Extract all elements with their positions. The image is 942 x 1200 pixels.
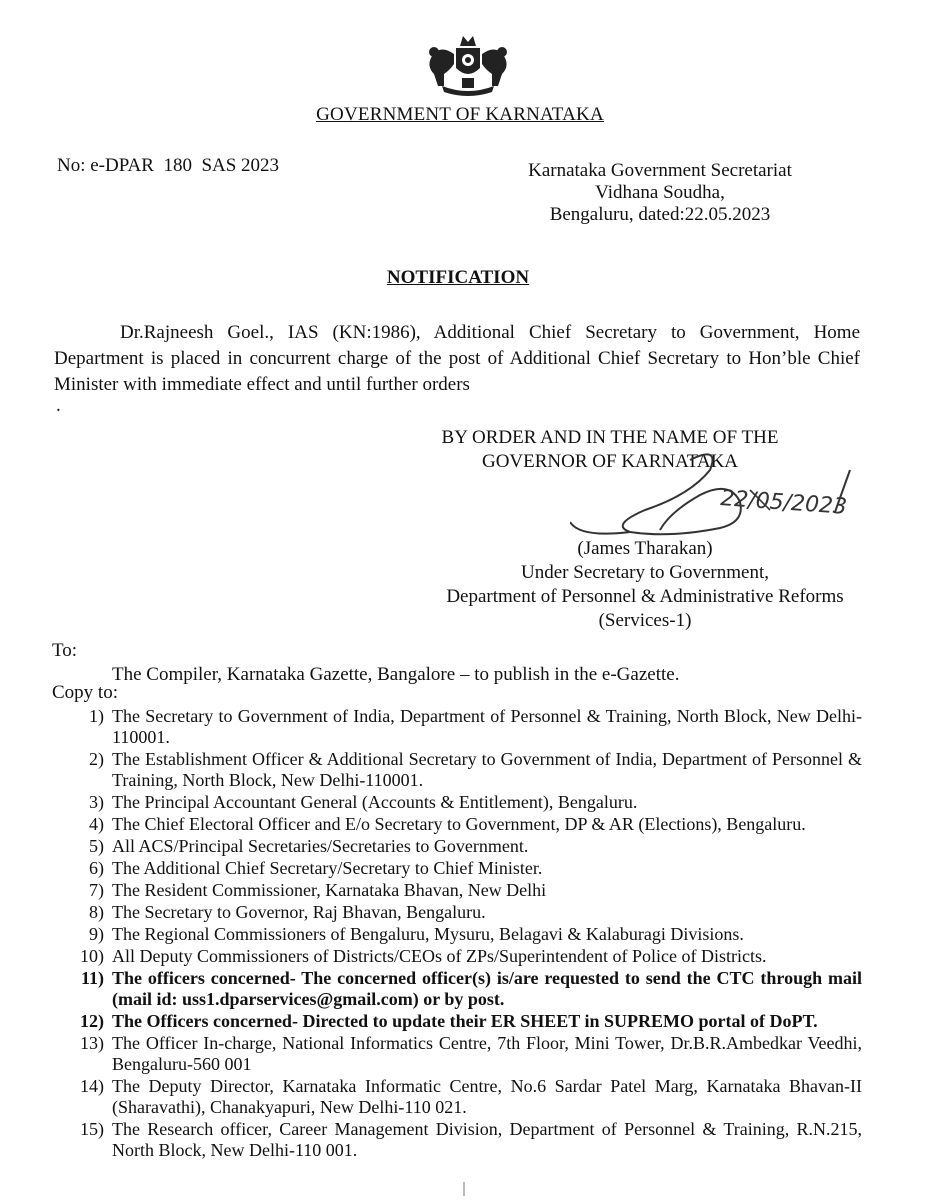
list-number: 15) [80,1119,104,1139]
signatory-block [410,537,880,633]
list-number: 9) [89,924,104,944]
list-number: 2) [89,749,104,769]
list-text: The Regional Commissioners of Bengaluru, Mysuru, Belagavi & Kalaburagi Divisions. [112,924,744,944]
list-text: The Resident Commissioner, Karnataka Bhavan, New Delhi [112,880,547,900]
signatory-department: Department of Personnel & Administrative Reforms [446,586,844,607]
list-item [52,880,862,901]
karnataka-emblem-icon [418,34,518,104]
list-text: All ACS/Principal Secretaries/Secretaries to Government. [112,836,529,856]
signatory-designation: Under Secretary to Government, [521,562,769,583]
list-item [52,792,862,813]
secretariat-address [510,160,810,226]
list-item [52,1011,862,1032]
list-number: 7) [89,880,104,900]
list-number: 13) [80,1033,104,1053]
page-edge-mark [463,1182,465,1196]
list-item [52,1033,862,1075]
list-text: The Additional Chief Secretary/Secretary to Chief Minister. [112,858,543,878]
list-item [52,968,862,1010]
reference-number: No: e-DPAR 180 SAS 2023 [57,155,280,176]
list-number: 6) [89,858,104,878]
notification-body: Dr.Rajneesh Goel., IAS (KN:1986), Additional Chief Secretary to Government, Home Department is placed in concurrent charge of the post of Additional Chief Secretary to Hon’ble Chief Minister with immediate effect and until further orders [54,322,860,395]
list-item [52,814,862,835]
list-item [52,946,862,967]
list-item [52,706,862,748]
signatory-name: (James Tharakan) [577,538,713,559]
by-order-line: BY ORDER AND IN THE NAME OF THE [441,427,779,448]
list-number: 3) [89,792,104,812]
list-text: The Officer In-charge, National Informatics Centre, 7th Floor, Mini Tower, Dr.B.R.Ambedkar Veedhi, Bengaluru-560 001 [112,1033,862,1074]
list-item [52,749,862,791]
list-text: All Deputy Commissioners of Districts/CEOs of ZPs/Superintendent of Police of Districts. [112,946,767,966]
list-number: 14) [80,1076,104,1096]
list-text: The Chief Electoral Officer and E/o Secretary to Government, DP & AR (Elections), Bengaluru. [112,814,806,834]
notification-title: NOTIFICATION [386,267,530,288]
list-text: The officers concerned- The concerned officer(s) is/are requested to send the CTC through mail (mail id: uss1.dparservices@gmail.com) or by post. [112,968,862,1009]
to-label: To: [52,640,78,661]
list-number: 5) [89,836,104,856]
list-text: The Research officer, Career Management Division, Department of Personnel & Training, R.N.215, North Block, New Delhi-110 001. [112,1119,862,1160]
list-number: 10) [80,946,104,966]
list-number: 12) [80,1011,104,1031]
list-text: The Principal Accountant General (Accounts & Entitlement), Bengaluru. [112,792,638,812]
handwritten-date: 22/05/2023 [719,486,848,520]
list-text: The Establishment Officer & Additional Secretary to Government of India, Department of Personnel & Training, North Block, New Delhi-110001. [112,749,862,790]
to-recipient: The Compiler, Karnataka Gazette, Bangalore – to publish in the e-Gazette. [112,664,680,685]
list-number: 1) [89,706,104,726]
list-item [52,924,862,945]
list-item [52,902,862,923]
list-text: The Secretary to Government of India, Department of Personnel & Training, North Block, New Delhi-110001. [112,706,862,747]
list-number: 11) [80,968,104,988]
governor-line: GOVERNOR OF KARNATAKA [481,451,739,472]
copy-to-list [52,706,862,1162]
list-number: 8) [89,902,104,922]
address-line: Bengaluru, dated:22.05.2023 [549,204,771,225]
address-line: Karnataka Government Secretariat [528,160,792,181]
list-text: The Officers concerned- Directed to update their ER SHEET in SUPREMO portal of DoPT. [112,1011,818,1031]
signatory-section: (Services-1) [598,610,692,631]
list-item [52,836,862,857]
list-item [52,858,862,879]
list-text: The Deputy Director, Karnataka Informatic Centre, No.6 Sardar Patel Marg, Karnataka Bhavan-II (Sharavathi), Chanakyapuri, New Delhi-110 021. [112,1076,862,1117]
stray-dot: . [56,395,61,416]
copy-to-label: Copy to: [52,682,118,703]
list-item [52,1076,862,1118]
address-line: Vidhana Soudha, [595,182,725,203]
government-title: GOVERNMENT OF KARNATAKA [316,104,604,125]
list-number: 4) [89,814,104,834]
list-text: The Secretary to Governor, Raj Bhavan, Bengaluru. [112,902,486,922]
list-item [52,1119,862,1161]
